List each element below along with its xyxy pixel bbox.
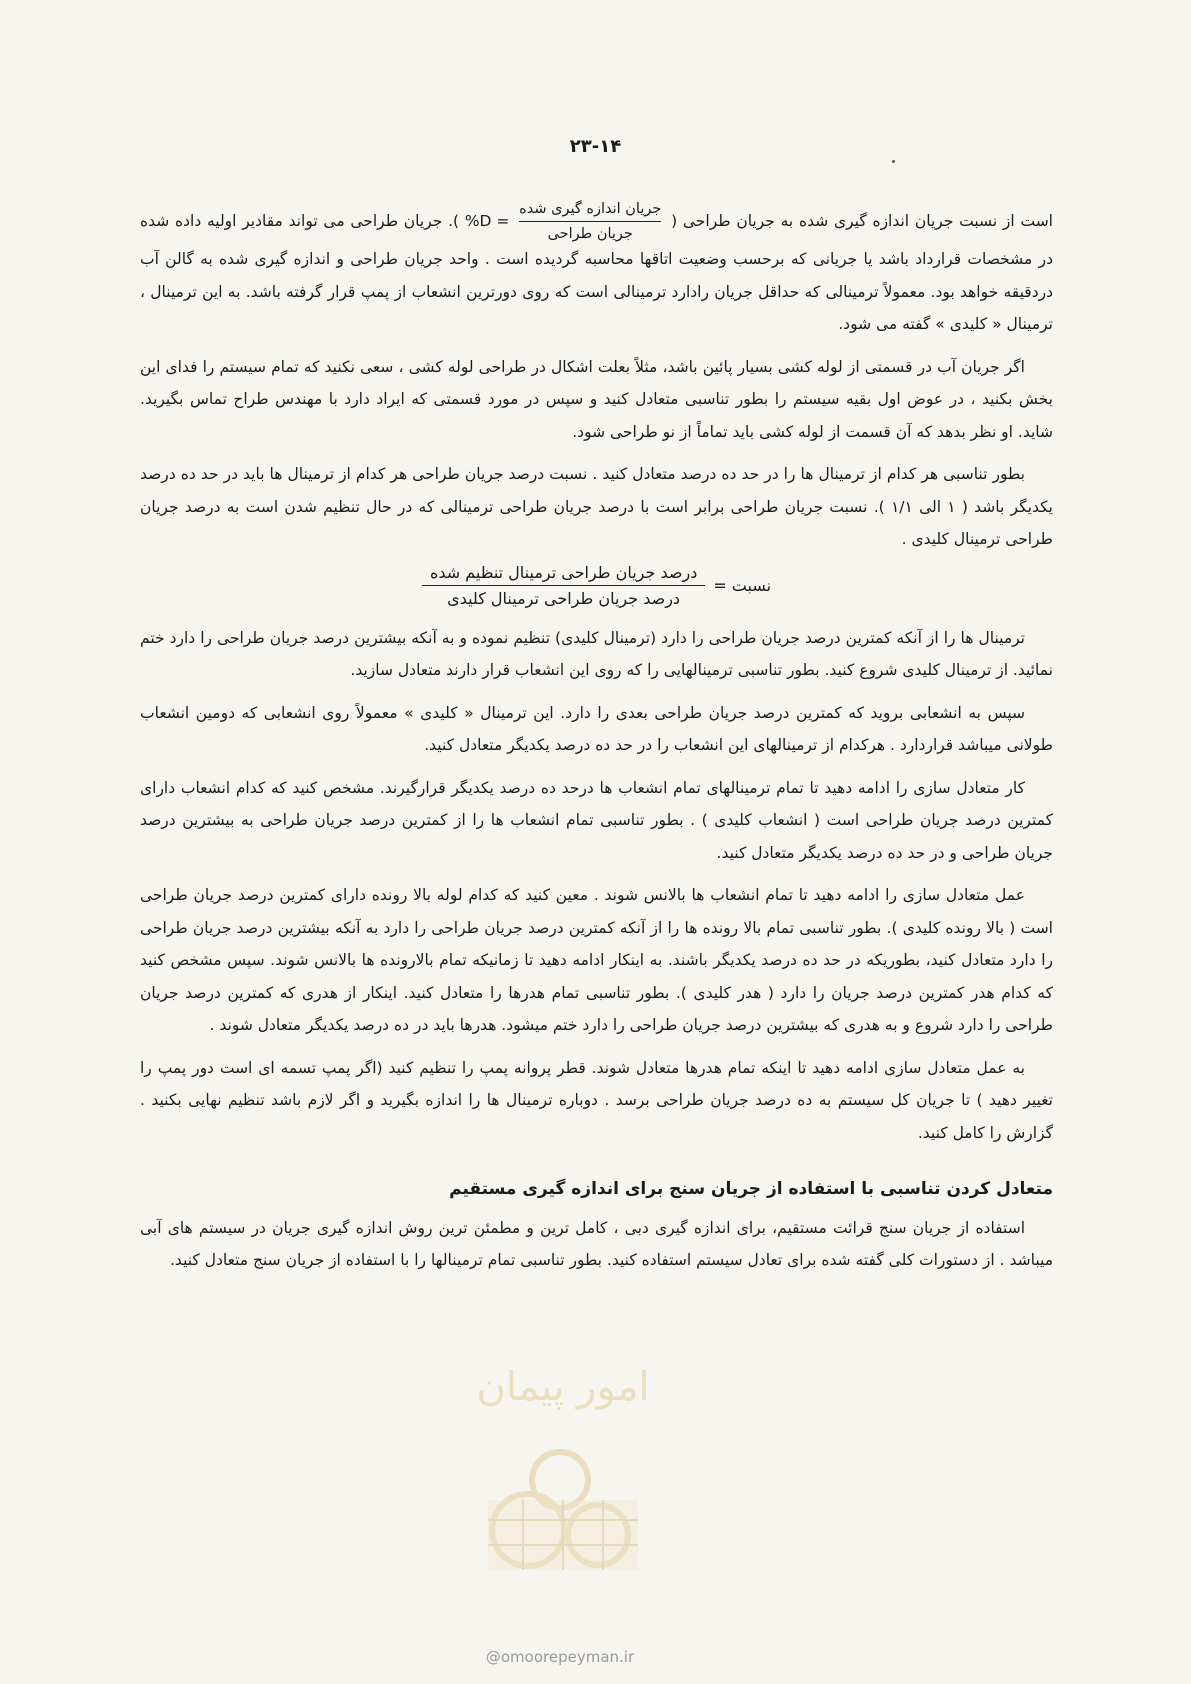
paragraph-1 xyxy=(140,200,1053,341)
section-heading: متعادل کردن تناسبی با استفاده از جریان سنج برای اندازه گیری مستقیم xyxy=(449,1179,1053,1200)
paragraph-7: عمل متعادل سازی را ادامه دهید تا تمام انشعاب ها بالانس شوند . معین کنید که کدام لوله بالا رونده دارای کمترین درصد جریان طراحی است ( بالا رونده کلیدی ). بطور تناسبی تمام بالا رونده ها را از آنکه کمترین درصد جریان طراحی را دارد به آنکه بیشترین درصد جریان طراحی را دارد متعادل کنید، بطوریکه در حد ده درصد یکدیگر باشند. به اینکار ادامه دهید تا زمانیکه تمام بالارونده ها بالانس شوند. سپس مشخص کنید که کدام هدر کمترین درصد جریان را دارد ( هدر کلیدی ). بطور تناسبی تمام هدرها را متعادل کنید. اینکار از هدری که کمترین درصد جریان طراحی را دارد شروع و به هدری که بیشترین درصد جریان طراحی را دارد ختم میشود. هدرها باید در ده درصد یکدیگر متعادل شوند . xyxy=(140,886,1053,1035)
paragraph-6: کار متعادل سازی را ادامه دهید تا تمام ترمینالهای تمام انشعاب ها درحد ده درصد یکدیگر قرارگیرند. مشخص کنید که کدام انشعاب دارای کمترین درصد جریان طراحی است ( انشعاب کلیدی ) . بطور تناسبی تمام انشعاب ها را از کمترین درصد جریان طراحی به بیشترین درصد جریان طراحی و در حد ده درصد یکدیگر متعادل کنید. xyxy=(140,778,1053,862)
ratio-denominator: درصد جریان طراحی ترمینال کلیدی xyxy=(447,589,681,609)
ratio-numerator: درصد جریان طراحی ترمینال تنظیم شده xyxy=(429,562,698,582)
paragraph-3: بطور تناسبی هر کدام از ترمینال ها را در حد ده درصد متعادل کنید . نسبت درصد جریان طراحی هر کدام از ترمینال ها باید در حد ده درصد یکدیگر باشد ( ۱ الی ۱/۱ ). نسبت جریان طراحی برابر است با درصد جریان طراحی ترمینالی که در حال تنظیم شدن است به درصد جریان طراحی ترمینال کلیدی . xyxy=(140,465,1053,549)
page-number: ۲۳-۱۴ xyxy=(569,136,622,157)
ratio-formula-lhs: نسبت = xyxy=(713,575,772,595)
ratio-fraction xyxy=(422,562,705,610)
paragraph-8: به عمل متعادل سازی ادامه دهید تا اینکه تمام هدرها متعادل شوند. قطر پروانه پمپ را تنظیم کنید (اگر پمپ تسمه ای است دور پمپ را تغییر دهید ) تا جریان کل سیستم به ده درصد جریان طراحی برسد . دوباره ترمینال ها را اندازه بگیرید و اگر لازم باشد تنظیم نهایی بکنید . گزارش را کامل کنید. xyxy=(140,1058,1053,1142)
formula-lhs: %D = xyxy=(464,212,510,231)
paragraph-2: اگر جریان آب در قسمتی از لوله کشی بسیار پائین باشد، مثلاً بعلت اشکال در طراحی لوله کشی ، سعی نکنید که تمام سیستم را فدای این بخش بکنید ، در عوض اول بقیه سیستم را بطور تناسبی متعادل کنید و سپس در مورد قسمتی که ایراد دارد با مهندس طراح تماس بگیرید. شاید. او نظر بدهد که آن قسمت از لوله کشی باید تماماً از نو طراحی شود. xyxy=(140,357,1053,441)
ratio-formula xyxy=(140,562,1053,610)
footer-url: @omoorepeyman.ir xyxy=(485,1648,635,1666)
scan-speck xyxy=(892,160,895,163)
fraction-bar xyxy=(519,221,661,222)
paragraph-1-before-formula: است از نسبت جریان اندازه گیری شده به جریان طراحی ( xyxy=(671,212,1053,231)
paragraph-1-after-formula: ). جریان طراحی می تواند مقادیر اولیه داده شده در مشخصات قرارداد باشد یا جریانی که برحسب وضعیت اتاقها محاسبه گردیده است . واحد جریان طراحی و اندازه گیری شده به گالن آب دردقیقه خواهد بود. معمولاً ترمینالی که حداقل جریان رادارد ترمینالی است که روی دورترین انشعاب از پمپ قرار گرفته باشد. به این ترمینال ، ترمینال « کلیدی » گفته می شود. xyxy=(140,212,1053,334)
inline-fraction xyxy=(519,200,661,243)
paragraph-4: ترمینال ها را از آنکه کمترین درصد جریان طراحی را دارد (ترمینال کلیدی) تنظیم نموده و به آنکه بیشترین درصد جریان طراحی را دارد ختم نمائید. از ترمینال کلیدی شروع کنید. بطور تناسبی ترمینالهایی را که روی این انشعاب قرار دارند متعادل سازید. xyxy=(140,628,1053,680)
ratio-fraction-bar xyxy=(422,585,705,586)
paragraph-9: استفاده از جریان سنج قرائت مستقیم، برای اندازه گیری دبی ، کامل ترین و مطمئن ترین روش اندازه گیری جریان در سیستم های آبی میباشد . از دستورات کلی گفته شده برای تعادل سیستم استفاده کنید. بطور تناسبی تمام ترمینالها را با استفاده از جریان سنج متعادل کنید. xyxy=(140,1218,1053,1270)
publisher-seal-watermark xyxy=(448,1330,678,1590)
watermark-lettering: امور پیمان xyxy=(476,1364,650,1410)
paragraph-5: سپس به انشعابی بروید که کمترین درصد جریان طراحی بعدی را دارد. این ترمینال « کلیدی » معمولاً روی انشعابی که دومین انشعاب طولانی میباشد قراردارد . هرکدام از ترمینالهای این انشعاب را در حد ده درصد یکدیگر متعادل کنید. xyxy=(140,703,1053,755)
document-body xyxy=(140,200,1053,1287)
fraction-denominator: جریان طراحی xyxy=(547,226,633,243)
fraction-numerator: جریان اندازه گیری شده xyxy=(519,201,662,217)
